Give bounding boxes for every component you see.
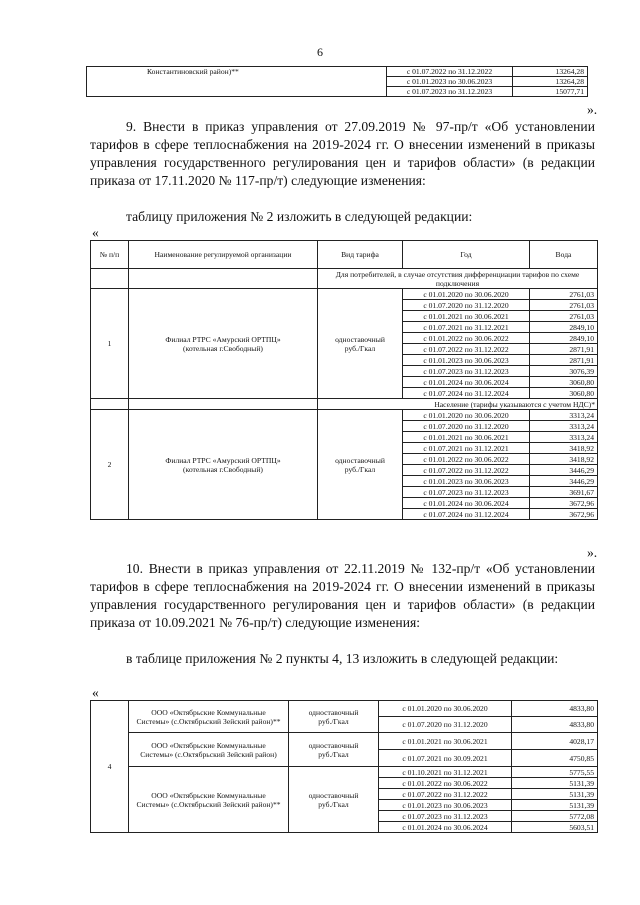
period-cell: с 01.07.2023 по 31.12.2023	[403, 487, 530, 498]
period-cell: с 01.01.2020 по 30.06.2020	[379, 701, 512, 717]
value-cell: 15077,71	[513, 87, 588, 97]
item-9-text: 9. Внести в приказ управления от 27.09.2019 № 97-пр/т «Об установлении тарифов в сфере теплоснабжения на 2019-2024 гг. О внесении изменений в приказы управления государственного регулирования цен и тарифов области» (в редакции приказа от 17.11.2020 № 117-пр/т) следующие изменения:	[90, 119, 595, 188]
item-10-instruction: в таблице приложения № 2 пункты 4, 13 изложить в следующей редакции:	[126, 651, 559, 666]
value-cell: 3446,29	[530, 465, 598, 476]
table-row	[91, 767, 598, 778]
value-cell: 5603,51	[512, 822, 598, 833]
value-cell: 3313,24	[530, 421, 598, 432]
period-cell: с 01.01.2022 по 30.06.2022	[403, 454, 530, 465]
value-cell: 5131,39	[512, 789, 598, 800]
header-type: Вид тарифа	[318, 241, 403, 269]
tariff-type-cell: одноставочный руб./Гкал	[289, 733, 379, 767]
tariff-table-2	[90, 240, 598, 520]
org-name-cell: Филиал РТРС «Амурский ОРТПЦ» (котельная г.Свободный)	[129, 410, 318, 520]
value-cell: 4833,80	[512, 701, 598, 717]
item-10-text: 10. Внести в приказ управления от 22.11.2019 № 132-пр/т «Об установлении тарифов в сфере теплоснабжения на 2019-2024 гг. О внесении изменений в приказы управления государственного регулирования цен и тарифов области» (в редакции приказа от 10.09.2021 № 76-пр/т) следующие изменения:	[90, 561, 595, 630]
section-heading: Для потребителей, в случае отсутствия дифференциации тарифов по схеме подключения	[318, 269, 598, 289]
table-row	[91, 701, 598, 717]
opening-quote: «	[92, 225, 99, 240]
period-cell: с 01.07.2021 по 31.12.2021	[403, 322, 530, 333]
value-cell: 3313,24	[530, 432, 598, 443]
tariff-type-cell: одноставочный руб./Гкал	[318, 289, 403, 399]
value-cell: 3672,96	[530, 509, 598, 520]
tariff-table-3	[90, 700, 598, 833]
value-cell: 5131,39	[512, 800, 598, 811]
org-name-cell: ООО «Октябрьские Коммунальные Системы» (с.Октябрьский Зейский район)	[129, 733, 289, 767]
period-cell: с 01.01.2021 по 30.06.2021	[379, 733, 512, 750]
period-cell: с 01.01.2020 по 30.06.2020	[403, 410, 530, 421]
period-cell: с 01.07.2023 по 31.12.2023	[403, 366, 530, 377]
period-cell: с 01.10.2021 по 31.12.2021	[379, 767, 512, 778]
value-cell: 2871,91	[530, 355, 598, 366]
value-cell: 2761,03	[530, 311, 598, 322]
value-cell: 2761,03	[530, 289, 598, 300]
header-year: Год	[403, 241, 530, 269]
value-cell: 3446,29	[530, 476, 598, 487]
period-cell: с 01.01.2023 по 30.06.2023	[403, 476, 530, 487]
value-cell: 3418,92	[530, 454, 598, 465]
period-cell: с 01.01.2023 по 30.06.2023	[379, 800, 512, 811]
tariff-type-cell: одноставочный руб./Гкал	[318, 410, 403, 520]
org-name-cell: ООО «Октябрьские Коммунальные Системы» (с.Октябрьский Зейский район)**	[129, 767, 289, 833]
period-cell: с 01.01.2020 по 30.06.2020	[403, 289, 530, 300]
period-cell: с 01.01.2022 по 30.06.2022	[403, 333, 530, 344]
value-cell: 5775,55	[512, 767, 598, 778]
period-cell: с 01.01.2024 по 30.06.2024	[403, 377, 530, 388]
value-cell: 3076,39	[530, 366, 598, 377]
value-cell: 5772,08	[512, 811, 598, 822]
period-cell: с 01.07.2023 по 31.12.2023	[387, 87, 513, 97]
period-cell: с 01.01.2023 по 30.06.2023	[403, 355, 530, 366]
value-cell: 13264,28	[513, 77, 588, 87]
value-cell: 2849,10	[530, 322, 598, 333]
period-cell: с 01.07.2022 по 31.12.2022	[403, 465, 530, 476]
table-row	[91, 289, 598, 300]
period-cell: с 01.07.2022 по 31.12.2022	[403, 344, 530, 355]
period-cell: с 01.01.2021 по 30.06.2021	[403, 311, 530, 322]
tariff-type-cell: одноставочный руб./Гкал	[289, 701, 379, 733]
top-tariff-table	[86, 66, 588, 97]
period-cell: с 01.07.2020 по 31.12.2020	[379, 717, 512, 733]
closing-quote: ».	[587, 102, 598, 117]
period-cell: с 01.07.2022 по 31.12.2022	[387, 67, 513, 77]
opening-quote: «	[92, 685, 99, 700]
org-name-cell: ООО «Октябрьские Коммунальные Системы» (с.Октябрьский Зейский район)**	[129, 701, 289, 733]
value-cell: 3313,24	[530, 410, 598, 421]
item-9-instruction: таблицу приложения № 2 изложить в следующей редакции:	[126, 209, 473, 224]
period-cell: с 01.07.2023 по 31.12.2023	[379, 811, 512, 822]
value-cell: 2871,91	[530, 344, 598, 355]
value-cell: 5131,39	[512, 778, 598, 789]
period-cell: с 01.01.2022 по 30.06.2022	[379, 778, 512, 789]
table-row	[91, 410, 598, 421]
closing-quote: ».	[587, 545, 598, 560]
period-cell: с 01.01.2021 по 30.06.2021	[403, 432, 530, 443]
period-cell: с 01.01.2024 по 30.06.2024	[403, 498, 530, 509]
row-number: 4	[91, 701, 129, 833]
header-num: № п/п	[91, 241, 129, 269]
period-cell: с 01.01.2023 по 30.06.2023	[387, 77, 513, 87]
period-cell: с 01.07.2024 по 31.12.2024	[403, 388, 530, 399]
header-water: Вода	[530, 241, 598, 269]
value-cell: 2761,03	[530, 300, 598, 311]
period-cell: с 01.01.2024 по 30.06.2024	[379, 822, 512, 833]
period-cell: с 01.07.2021 по 31.12.2021	[403, 443, 530, 454]
period-cell: с 01.07.2020 по 31.12.2020	[403, 421, 530, 432]
tariff-type-cell: одноставочный руб./Гкал	[289, 767, 379, 833]
value-cell: 3060,80	[530, 377, 598, 388]
table-row	[91, 733, 598, 750]
value-cell: 4750,85	[512, 750, 598, 767]
org-name-cell: Константиновский район)**	[87, 67, 387, 97]
value-cell: 4028,17	[512, 733, 598, 750]
value-cell: 3672,96	[530, 498, 598, 509]
value-cell: 2849,10	[530, 333, 598, 344]
org-name-cell: Филиал РТРС «Амурский ОРТПЦ» (котельная г.Свободный)	[129, 289, 318, 399]
value-cell: 3060,80	[530, 388, 598, 399]
row-number: 1	[91, 289, 129, 399]
page-number: 6	[317, 45, 323, 59]
period-cell: с 01.07.2022 по 31.12.2022	[379, 789, 512, 800]
value-cell: 3418,92	[530, 443, 598, 454]
value-cell: 4833,80	[512, 717, 598, 733]
header-org: Наименование регулируемой организации	[129, 241, 318, 269]
section-heading: Население (тарифы указываются с учетом НДС)*	[318, 399, 598, 410]
value-cell: 3691,67	[530, 487, 598, 498]
value-cell: 13264,28	[513, 67, 588, 77]
period-cell: с 01.07.2021 по 30.09.2021	[379, 750, 512, 767]
period-cell: с 01.07.2024 по 31.12.2024	[403, 509, 530, 520]
row-number: 2	[91, 410, 129, 520]
period-cell: с 01.07.2020 по 31.12.2020	[403, 300, 530, 311]
